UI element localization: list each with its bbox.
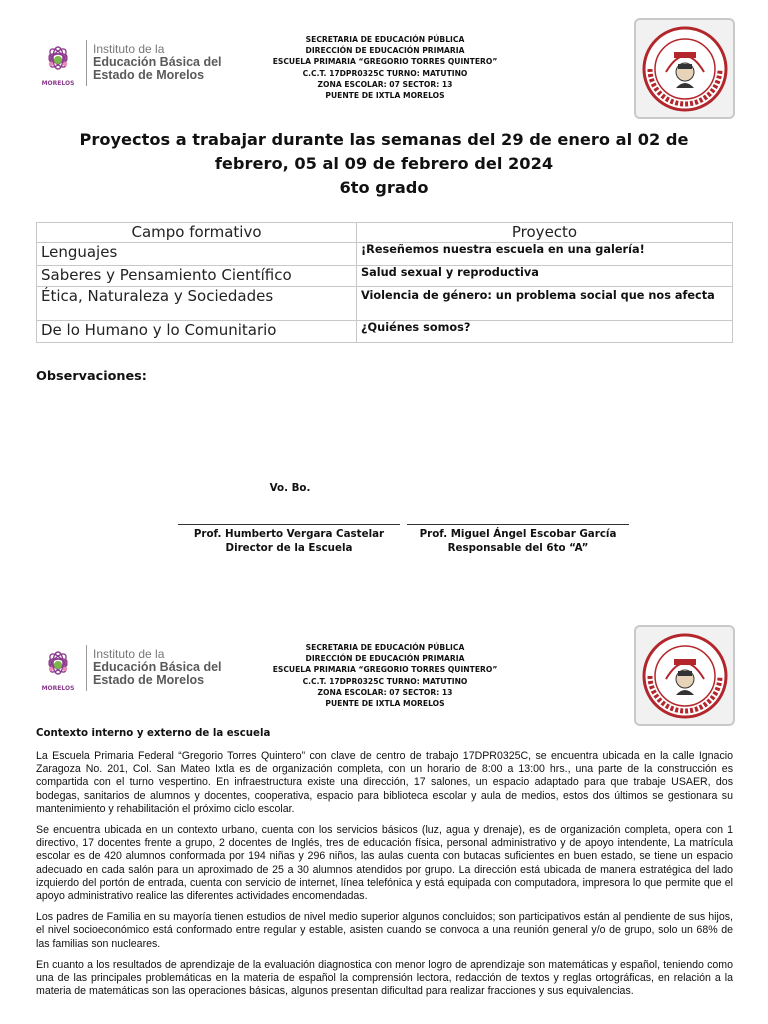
context-paragraph: La Escuela Primaria Federal “Gregorio Torres Quintero” con clave de centro de trabajo 17DPR0325C, se encuentra ubicada en la calle Ignacio Zaragoza No. 201, Col. San Mateo Ixtla es de organización completa, con un horario de 8:00 a 13:00 hrs., una parte de la construcción es compartida con el turno vespertino. En infraestructura existe una dirección, 17 salones, un espacio adaptado para que trabaje USAER, dos bodegas, sanitarios de alumnos y docentes, cooperativa, espacio para biblioteca escolar y aula de medios, estos dos últimos se gestionara su mantenimiento y rehabilitación el próximo ciclo escolar.	[36, 750, 733, 815]
section-title: Contexto interno y externo de la escuela	[36, 728, 271, 739]
table-row	[37, 266, 733, 287]
context-paragraph: Los padres de Familia en su mayoría tienen estudios de nivel medio superior algunos concluidos; son participativos están al pendiente de sus hijos, el nivel socioeconómico está conformado entre regular y estable, asisten cuando se convoca a una reunión general y/o de grupo, solo un 68% de las familias son nucleares.	[36, 911, 733, 950]
table-row	[37, 321, 733, 343]
signature-teacher	[407, 527, 629, 555]
header-line: ESCUELA PRIMARIA “GREGORIO TORRES QUINTERO”	[272, 57, 498, 67]
header-line: DIRECCIÓN DE EDUCACIÓN PRIMARIA	[305, 654, 465, 664]
campo-cell: De lo Humano y lo Comunitario	[37, 321, 357, 343]
logo-line-2: Educación Básica del	[93, 54, 222, 69]
signature-line-teacher	[407, 524, 629, 525]
logo-line-1: Instituto de la	[93, 647, 165, 662]
logo-line-3: Estado de Morelos	[93, 672, 205, 687]
logo-line-1: Instituto de la	[93, 42, 165, 57]
logo-line-3: Estado de Morelos	[93, 67, 205, 82]
school-seal-icon	[640, 631, 730, 721]
header-line: PUENTE DE IXTLA MORELOS	[325, 91, 445, 101]
teacher-role: Responsable del 6to “A”	[447, 542, 589, 554]
campo-cell: Saberes y Pensamiento Científico	[37, 266, 357, 287]
context-body	[36, 750, 733, 1024]
school-seal-icon	[640, 24, 730, 114]
morelos-brand: MORELOS	[41, 685, 75, 692]
vobo-label: Vo. Bo.	[269, 482, 311, 494]
table-row	[37, 287, 733, 321]
header-line: DIRECCIÓN DE EDUCACIÓN PRIMARIA	[305, 46, 465, 56]
title-line-1: Proyectos a trabajar durante las semanas del 29 de enero al 02 de	[79, 130, 689, 149]
signature-director	[178, 527, 400, 555]
institute-logo-2	[36, 643, 222, 692]
proyecto-cell: Violencia de género: un problema social que nos afecta	[357, 287, 733, 321]
page-title	[30, 128, 738, 200]
morelos-brand: MORELOS	[41, 80, 75, 87]
school-header-2	[230, 642, 540, 709]
header-campo: Campo formativo	[37, 223, 357, 243]
header-line: SECRETARIA DE EDUCACIÓN PÚBLICA	[305, 643, 465, 652]
context-paragraph: En cuanto a los resultados de aprendizaje de la evaluación diagnostica con menor logro de aprendizaje son matemáticas y español, teniendo como una de las principales problemáticas en la materia de español la comprensión lectora, redacción de textos y reglas ortográficas, en relación a la materia de matemáticas son las operaciones básicas, algunos presentan dificultad para realizar fracciones y sus equivalencias.	[36, 958, 733, 998]
proyecto-cell: ¡Reseñemos nuestra escuela en una galería!	[357, 243, 733, 266]
header-line: SECRETARIA DE EDUCACIÓN PÚBLICA	[305, 35, 465, 44]
header-line: PUENTE DE IXTLA MORELOS	[325, 699, 445, 709]
morelos-flower-icon	[36, 643, 80, 689]
institute-logo	[36, 38, 222, 87]
proyecto-cell: Salud sexual y reproductiva	[357, 266, 733, 287]
header-line: ZONA ESCOLAR: 07 SECTOR: 13	[317, 79, 453, 89]
school-header	[230, 34, 540, 101]
context-paragraph: Se encuentra ubicada en un contexto urbano, cuenta con los servicios básicos (luz, agua y drenaje), es de organización completa, opera con 1 directivo, 17 docentes frente a grupo, 2 docentes de Inglés, tres de educación física, personal administrativo y de apoyo intendente, La matrícula escolar es de 420 alumnos conformada por 194 niñas y 296 niños, las aulas cuenta con butacas suficientes en buen estado, se tiene un espacio adecuado en cada salón para un aproximado de 25 a 30 alumnos atendidos por grupo. La dirección está ubicada de manera estratégica del lado izquierdo del portón de entrada, cuenta con servicio de internet, línea telefónica y está equipada con computadora, impresora lo que permite que el apoyo administrativo realice las diferentes actividades encomendadas.	[36, 824, 733, 903]
school-seal	[634, 18, 735, 119]
logo-line-2: Educación Básica del	[93, 659, 222, 674]
director-name: Prof. Humberto Vergara Castelar	[193, 528, 385, 540]
school-seal-2	[634, 625, 735, 726]
signature-line-director	[178, 524, 400, 525]
morelos-flower-icon	[36, 38, 80, 84]
table-header-row	[37, 223, 733, 243]
header-line: C.C.T. 17DPR0325C TURNO: MATUTINO	[302, 676, 468, 686]
title-line-2: febrero, 05 al 09 de febrero del 2024	[214, 154, 554, 173]
projects-table-wrap	[36, 222, 733, 343]
header-line: C.C.T. 17DPR0325C TURNO: MATUTINO	[302, 68, 468, 78]
table-row	[37, 243, 733, 266]
proyecto-cell: ¿Quiénes somos?	[357, 321, 733, 343]
header-line: ESCUELA PRIMARIA “GREGORIO TORRES QUINTERO”	[272, 665, 498, 675]
campo-cell: Ética, Naturaleza y Sociedades	[37, 287, 357, 321]
projects-table	[36, 222, 733, 343]
director-role: Director de la Escuela	[225, 542, 353, 554]
header-proyecto: Proyecto	[357, 223, 733, 243]
campo-cell: Lenguajes	[37, 243, 357, 266]
observaciones-label: Observaciones:	[36, 369, 147, 384]
teacher-name: Prof. Miguel Ángel Escobar García	[419, 528, 617, 540]
header-line: ZONA ESCOLAR: 07 SECTOR: 13	[317, 687, 453, 697]
title-line-3: 6to grado	[339, 178, 429, 197]
